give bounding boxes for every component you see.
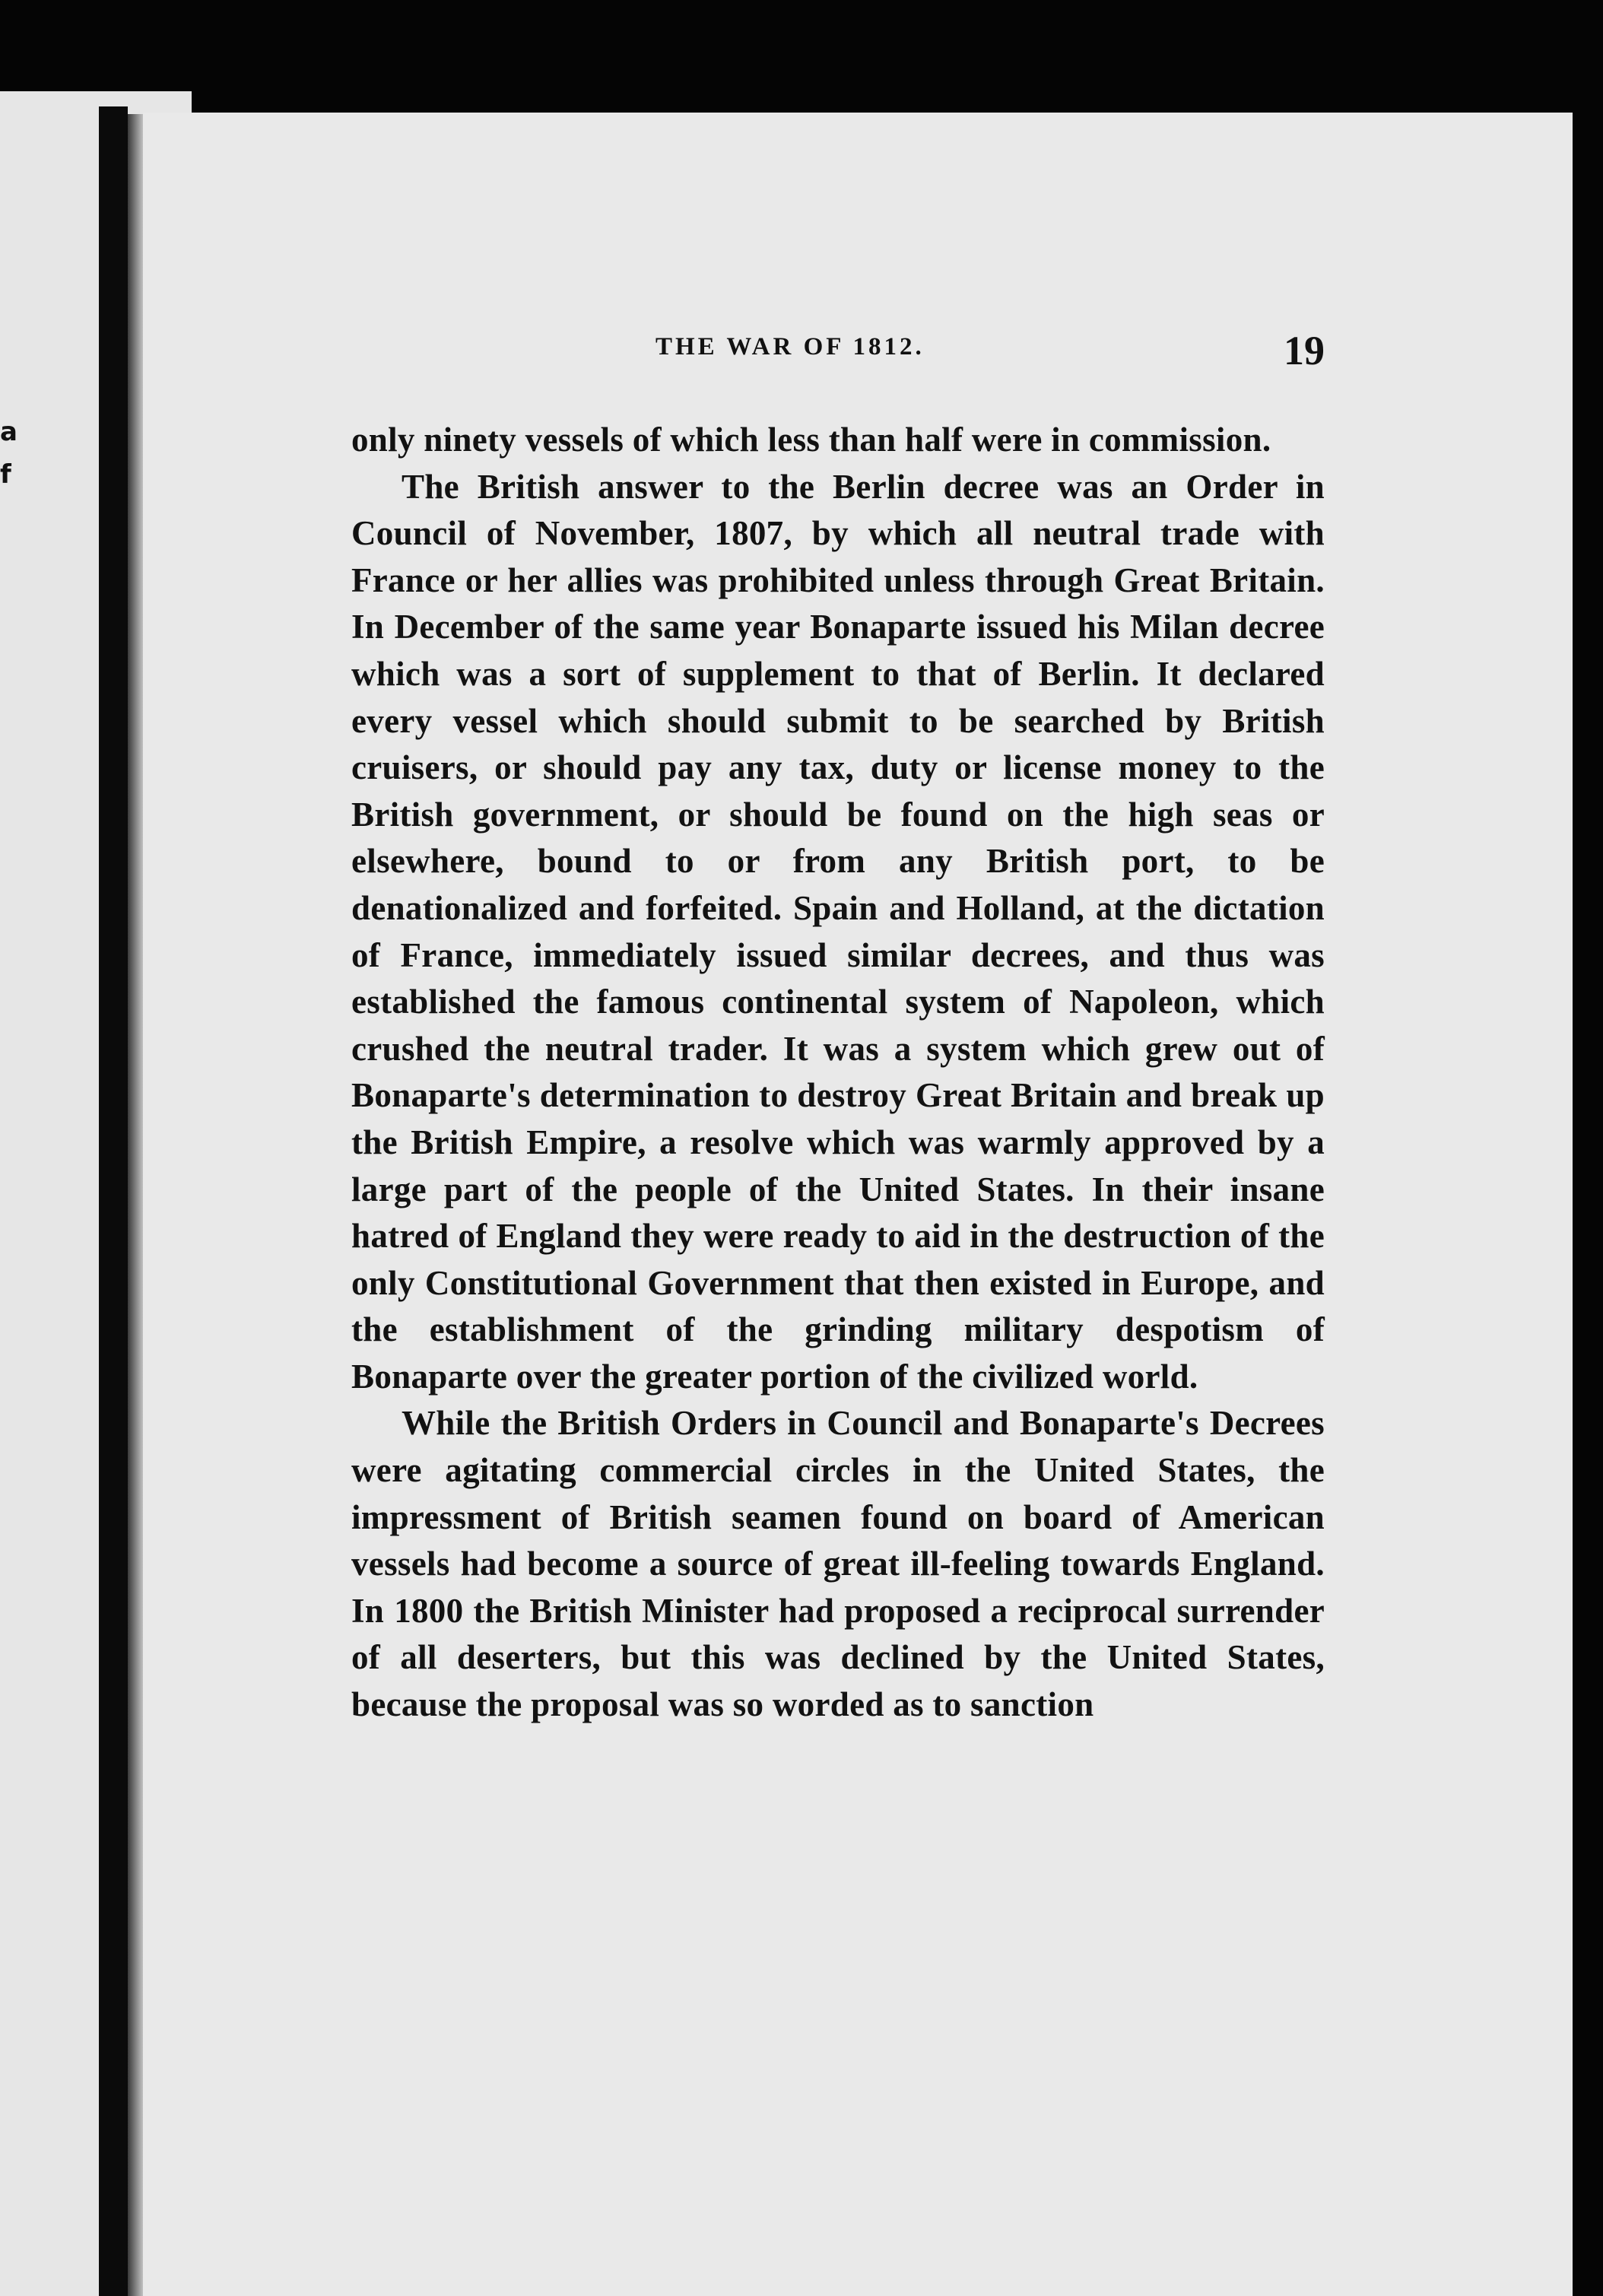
paragraph: only ninety vessels of which less than half were in commission. [351, 421, 1271, 459]
book-gutter [99, 106, 128, 2296]
page-number: 19 [1284, 328, 1325, 373]
paragraph: While the British Orders in Council and Bonaparte's Decrees were agitating commercial circles in the United States, the impressment of British seamen found on board of American vessels had become a source of great ill-feeling towards England. In 1800 the British Minister had proposed a reciprocal surrender of all deserters, but this was declined by the United States, because the proposal was so worded as to sanction [351, 1404, 1325, 1724]
body-text [351, 417, 1325, 1729]
paragraph: The British answer to the Berlin decree was an Order in Council of November, 1807, by which all neutral trade with France or her allies was prohibited unless through Great Britain. In December of the same year Bonaparte issued his Milan decree which was a sort of supplement to that of Berlin. It declared every vessel which should submit to be searched by British cruisers, or should pay any tax, duty or license money to the British government, or should be found on the high seas or elsewhere, bound to or from any British port, to be denationalized and forfeited. Spain and Holland, at the dictation of France, immediately issued similar decrees, and thus was established the famous continental system of Napoleon, which crushed the neutral trader. It was a system which grew out of Bonaparte's determination to destroy Great Britain and break up the British Empire, a resolve which was warmly approved by a large part of the people of the United States. In their insane hatred of England they were ready to aid in the destruction of the only Constitutional Government that then existed in Europe, and the establishment of the grinding military despotism of Bonaparte over the greater portion of the civilized world. [351, 467, 1325, 1396]
left-page-edge-mark: a [0, 417, 17, 447]
left-page-edge-marks [0, 411, 15, 496]
running-head: THE WAR OF 1812. [655, 333, 925, 360]
gutter-shadow [128, 114, 144, 2296]
left-page-edge-mark: f [0, 459, 11, 490]
page-header [351, 328, 1325, 386]
